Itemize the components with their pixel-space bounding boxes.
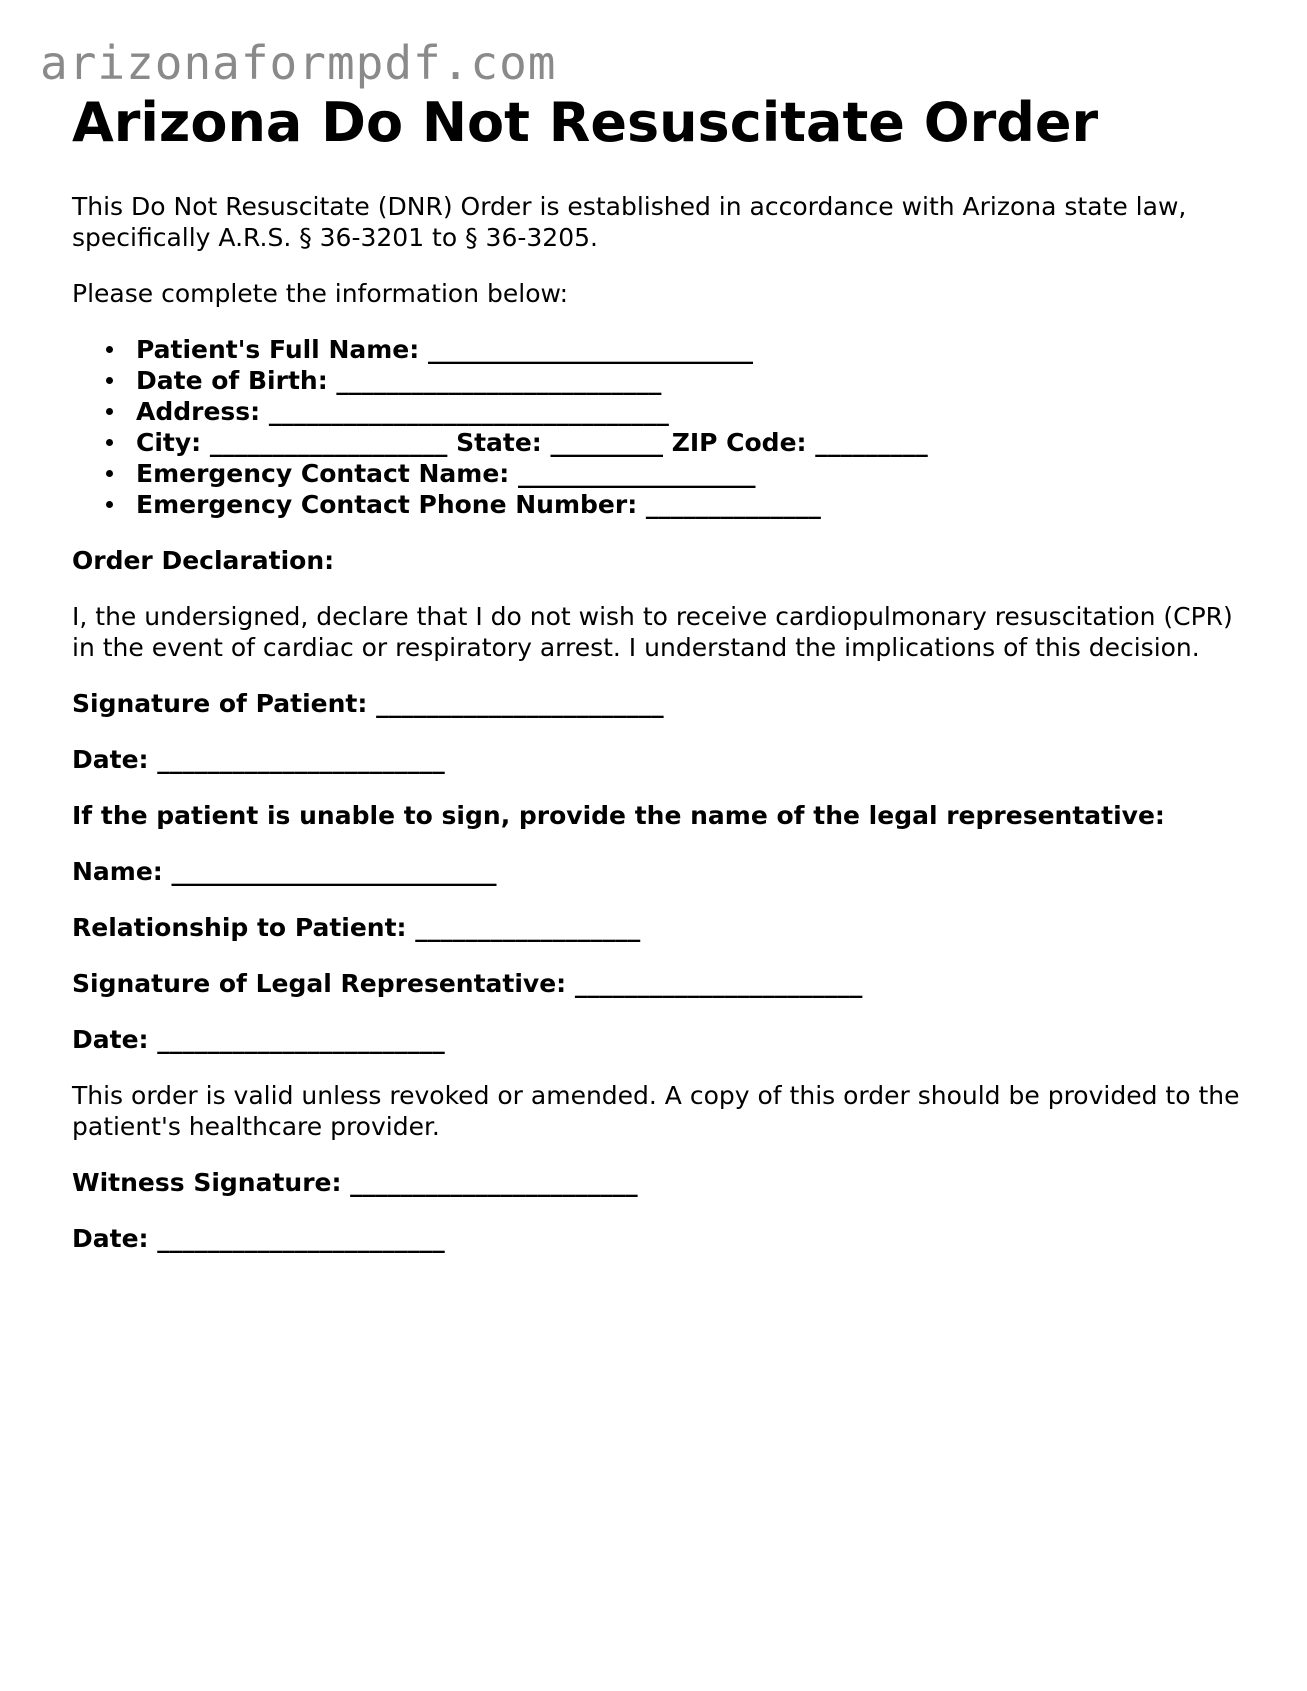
intro-paragraph: This Do Not Resuscitate (DNR) Order is established in accordance with Arizona state law, specifically A.R.S. § 36-3201 to § 36-3205. — [72, 192, 1187, 253]
declaration-paragraph: I, the undersigned, declare that I do not wish to receive cardiopulmonary resuscitation (CPR) in the event of cardiac or respiratory arrest. I understand the implications of this decision. — [72, 602, 1233, 663]
date-of-birth-field[interactable]: Date of Birth: __________________________ — [136, 365, 1252, 396]
patient-signature-field[interactable]: Signature of Patient: _______________________ — [72, 689, 664, 719]
page-title: Arizona Do Not Resuscitate Order — [72, 91, 1099, 154]
representative-name-field[interactable]: Name: __________________________ — [72, 857, 497, 887]
order-declaration-heading: Order Declaration: — [72, 546, 335, 576]
address-field[interactable]: Address: ________________________________ — [136, 396, 1252, 427]
emergency-contact-phone-field[interactable]: Emergency Contact Phone Number: ______________ — [136, 489, 1252, 520]
representative-relationship-field[interactable]: Relationship to Patient: __________________ — [72, 913, 641, 943]
city-state-zip-field[interactable]: City: ___________________ State: _________ ZIP Code: _________ — [136, 427, 1252, 458]
representative-signature-field[interactable]: Signature of Legal Representative: _______________________ — [72, 969, 863, 999]
instruction-text: Please complete the information below: — [72, 279, 568, 309]
document-body — [72, 92, 1252, 1254]
witness-signature-field[interactable]: Witness Signature: _______________________ — [72, 1168, 638, 1198]
validity-paragraph: This order is valid unless revoked or amended. A copy of this order should be provided to the patient's healthcare provider. — [72, 1081, 1240, 1142]
patient-name-field[interactable]: Patient's Full Name: __________________________ — [136, 334, 1252, 365]
representative-date-field[interactable]: Date: _______________________ — [72, 1025, 445, 1055]
watermark: arizonaformpdf.com — [40, 36, 557, 90]
patient-date-field[interactable]: Date: _______________________ — [72, 745, 445, 775]
patient-info-list — [72, 334, 1252, 520]
emergency-contact-name-field[interactable]: Emergency Contact Name: ___________________ — [136, 458, 1252, 489]
representative-heading: If the patient is unable to sign, provide the name of the legal representative: — [72, 801, 1165, 831]
witness-date-field[interactable]: Date: _______________________ — [72, 1224, 445, 1254]
